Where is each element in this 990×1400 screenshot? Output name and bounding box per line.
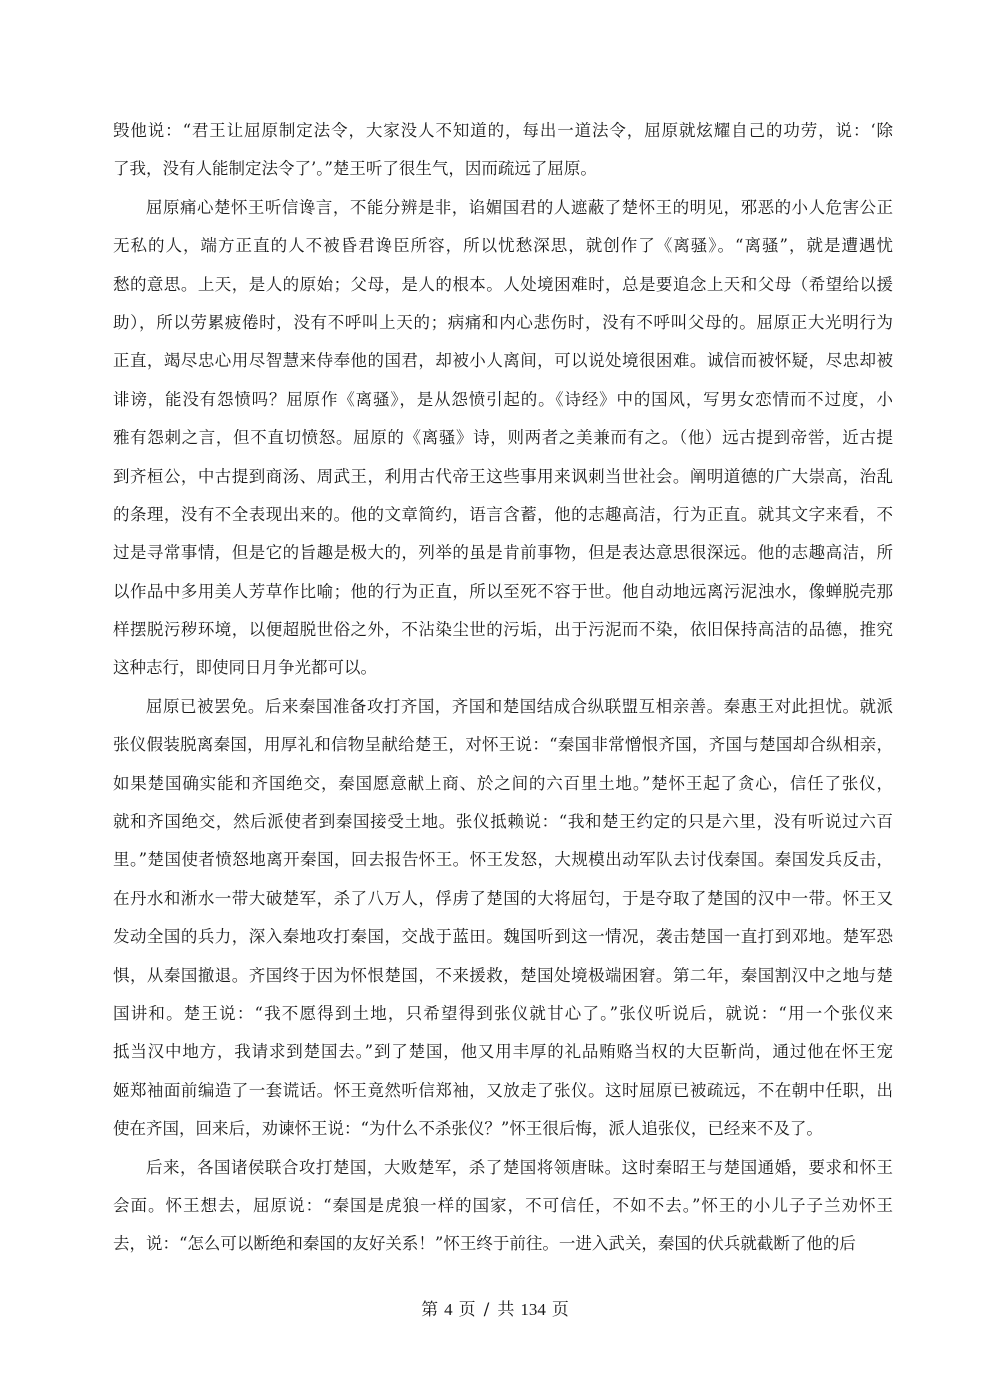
text-line: 正直，竭尽忠心用尽智慧来侍奉他的国君，却被小人离间，可以说处境很困难。诚信而被怀疑，尽忠却被 (113, 351, 893, 371)
text-line: 会面。怀王想去，屈原说：“秦国是虎狼一样的国家，不可信任，不如不去。”怀王的小儿子子兰劝怀王 (113, 1195, 893, 1215)
text-line: 以作品中多用美人芳草作比喻；他的行为正直，所以至死不容于世。他自动地远离污泥浊水，像蝉脱壳那 (113, 581, 893, 601)
footer-prefix: 第 (421, 1300, 439, 1320)
footer-total-prefix: 共 (497, 1300, 515, 1320)
text-line: 屈原痛心楚怀王听信谗言，不能分辨是非，谄媚国君的人遮蔽了楚怀王的明见，邪恶的小人危害公正 (146, 197, 893, 217)
text-line: 样摆脱污秽环境，以便超脱世俗之外，不沾染尘世的污垢，出于污泥而不染，依旧保持高洁的品德，推究 (113, 620, 893, 640)
text-line: 发动全国的兵力，深入秦地攻打秦国，交战于蓝田。魏国听到这一情况，袭击楚国一直打到邓地。楚军恐 (113, 927, 893, 947)
paragraph (113, 189, 893, 688)
text-line: 过是寻常事情，但是它的旨趣是极大的，列举的虽是肯前事物，但是表达意思很深远。他的志趣高洁，所 (113, 543, 893, 563)
text-line: 雅有怨刺之言，但不直切愤怒。屈原的《离骚》诗，则两者之美兼而有之。（他）远古提到帝喾，近古提 (113, 428, 893, 448)
text-line: 愁的意思。上天，是人的原始；父母，是人的根本。人处境困难时，总是要追念上天和父母（希望给以援 (113, 274, 893, 294)
paragraph (113, 112, 893, 189)
text-line: 后来，各国诸侯联合攻打楚国，大败楚军，杀了楚国将领唐昧。这时秦昭王与楚国通婚，要求和怀王 (146, 1157, 893, 1177)
text-line: 惧，从秦国撤退。齐国终于因为怀恨楚国，不来援救，楚国处境极端困窘。第二年，秦国割汉中之地与楚 (113, 965, 893, 985)
text-line: 里。”楚国使者愤怒地离开秦国，回去报告怀王。怀王发怒，大规模出动军队去讨伐秦国。秦国发兵反击， (113, 850, 893, 870)
text-line: 张仪假装脱离秦国，用厚礼和信物呈献给楚王，对怀王说：“秦国非常憎恨齐国，齐国与楚国却合纵相亲， (113, 735, 893, 755)
footer-total-unit: 页 (551, 1300, 569, 1320)
text-line: 这种志行，即使同日月争光都可以。 (113, 658, 377, 678)
text-line: 的条理，没有不全表现出来的。他的文章简约，语言含蓄，他的志趣高洁，行为正直。就其文字来看，不 (113, 504, 893, 524)
text-line: 在丹水和淅水一带大破楚军，杀了八万人，俘虏了楚国的大将屈匄，于是夺取了楚国的汉中一带。怀王又 (113, 888, 893, 908)
text-line: 助），所以劳累疲倦时，没有不呼叫上天的；病痛和内心悲伤时，没有不呼叫父母的。屈原正大光明行为 (113, 312, 893, 332)
paragraph (113, 688, 893, 1149)
text-line: 到齐桓公，中古提到商汤、周武王，利用古代帝王这些事用来讽刺当世社会。阐明道德的广大崇高，治乱 (113, 466, 893, 486)
text-line: 了我，没有人能制定法令了’。”楚王听了很生气，因而疏远了屈原。 (113, 159, 597, 179)
text-line: 毁他说：“君王让屈原制定法令，大家没人不知道的，每出一道法令，屈原就炫耀自己的功劳，说：‘除 (113, 121, 893, 140)
body-text (113, 112, 893, 1264)
total-pages: 134 (520, 1300, 546, 1319)
paragraph (113, 1149, 893, 1264)
footer-separator: / (483, 1300, 490, 1320)
text-line: 无私的人，端方正直的人不被昏君谗臣所容，所以忧愁深思，就创作了《离骚》。“离骚”，就是遭遇忧 (113, 236, 893, 256)
text-line: 如果楚国确实能和齐国绝交，秦国愿意献上商、於之间的六百里土地。”楚怀王起了贪心，信任了张仪， (113, 773, 893, 793)
footer-page-unit: 页 (458, 1300, 476, 1320)
page-footer (0, 1298, 990, 1322)
text-line: 使在齐国，回来后，劝谏怀王说：“为什么不杀张仪？”怀王很后悔，派人追张仪，已经来不及了。 (113, 1119, 823, 1139)
text-line: 姬郑袖面前编造了一套谎话。怀王竟然听信郑袖，又放走了张仪。这时屈原已被疏远，不在朝中任职，出 (113, 1080, 893, 1100)
text-line: 诽谤，能没有怨愤吗？屈原作《离骚》，是从怨愤引起的。《诗经》中的国风，写男女恋情而不过度，小 (113, 389, 893, 409)
text-line: 国讲和。楚王说：“我不愿得到土地，只希望得到张仪就甘心了。”张仪听说后，就说：“用一个张仪来 (113, 1003, 893, 1023)
page-number: 4 (444, 1300, 453, 1319)
text-line: 就和齐国绝交，然后派使者到秦国接受土地。张仪抵赖说：“我和楚王约定的只是六里，没有听说过六百 (113, 812, 893, 832)
text-line: 去，说：“怎么可以断绝和秦国的友好关系！”怀王终于前往。一进入武关，秦国的伏兵就截断了他的后 (113, 1234, 856, 1254)
text-line: 抵当汉中地方，我请求到楚国去。”到了楚国，他又用丰厚的礼品贿赂当权的大臣靳尚，通过他在怀王宠 (113, 1042, 893, 1062)
text-line: 屈原已被罢免。后来秦国准备攻打齐国，齐国和楚国结成合纵联盟互相亲善。秦惠王对此担忧。就派 (146, 696, 893, 716)
